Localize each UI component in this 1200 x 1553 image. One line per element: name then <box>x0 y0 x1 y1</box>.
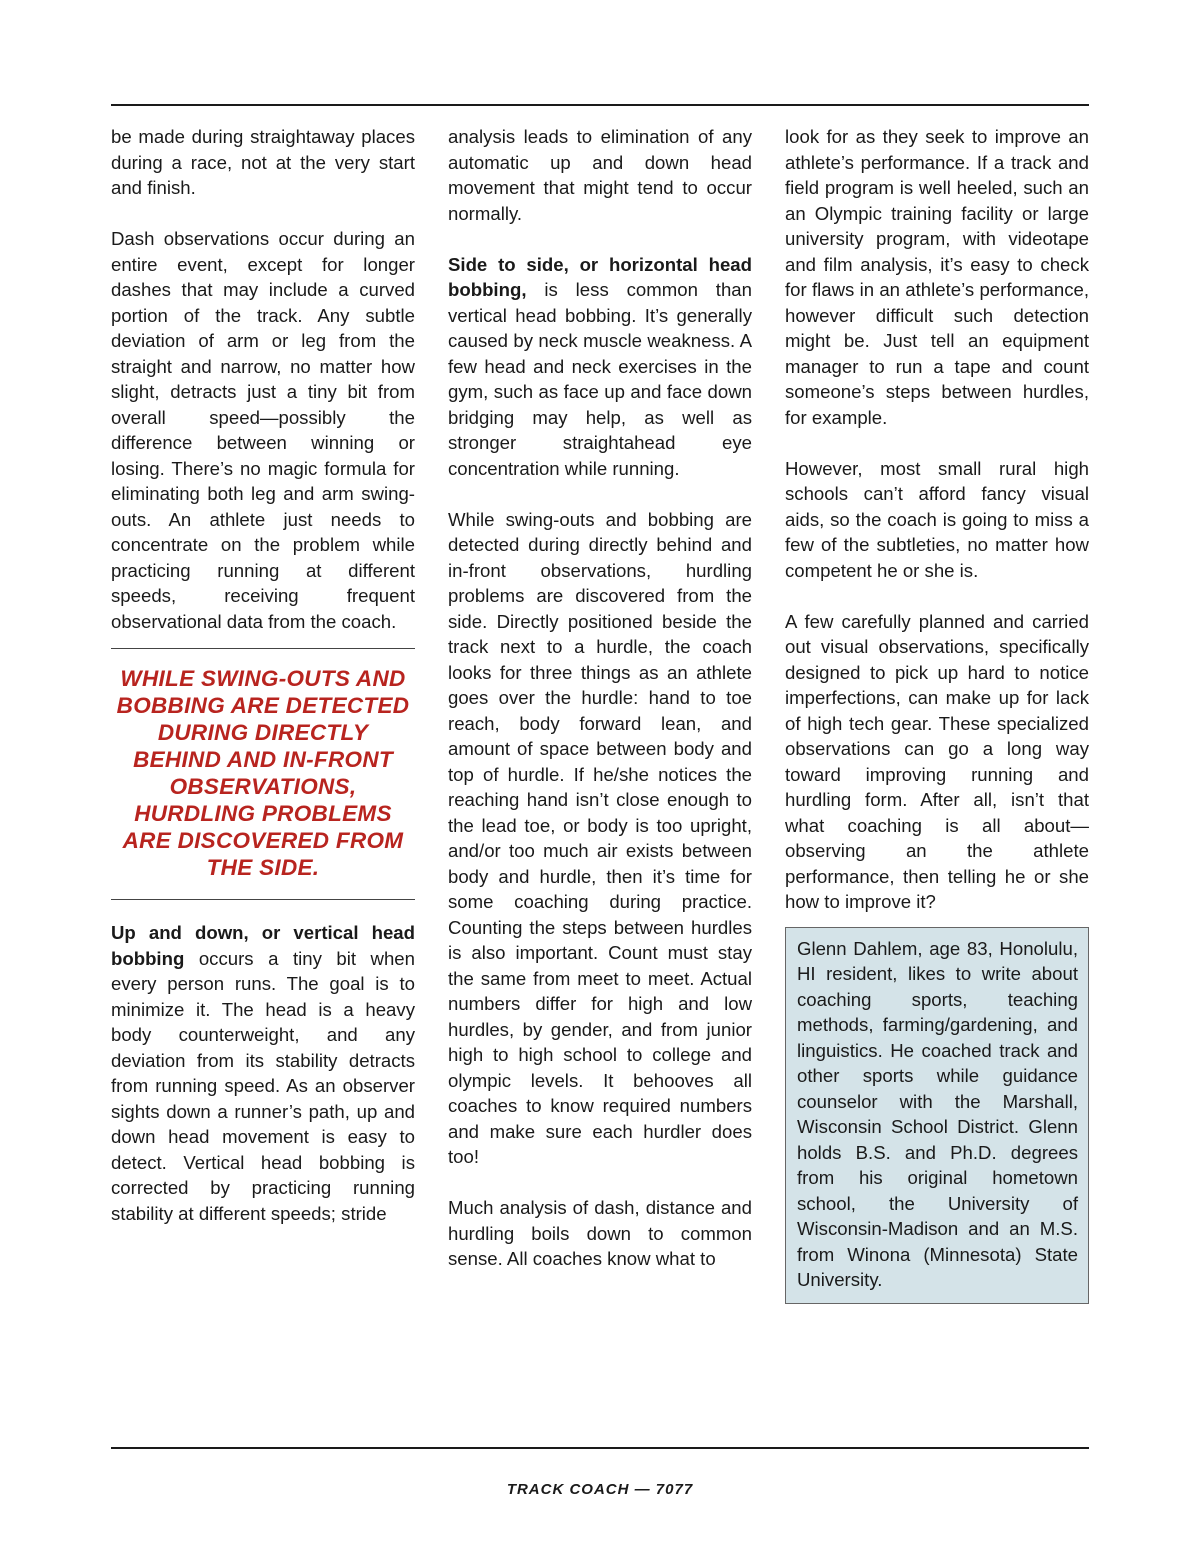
page-footer: TRACK COACH — 7077 <box>506 1481 694 1498</box>
paragraph-lead-in: Side to side, or horizontal head bobbing, <box>448 253 752 300</box>
paragraph <box>111 920 415 1226</box>
paragraph: Much analysis of dash, distance and hurdling boils down to common sense. All coaches know what to <box>448 1197 752 1269</box>
pull-quote-text: WHILE SWING-OUTS AND BOBBING ARE DETECTED DURING DIRECTLY BEHIND AND IN-FRONT OBSERVATIONS, HURDLING PROBLEMS ARE DISCOVERED FROM THE SIDE. <box>116 666 410 880</box>
paragraph: Dash observations occur during an entire event, except for longer dashes that may include a curved portion of the track. Any subtle deviation of arm or leg from the straight and narrow, no matter how slight, detracts just a tiny bit from overall speed—possibly the difference between winning or losing. There’s no magic formula for eliminating both leg and arm swing-outs. An athlete just needs to concentrate on the problem while practicing running at different speeds, receiving frequent observational data from the coach. <box>111 228 415 632</box>
paragraph-lead-in: Up and down, or vertical head bobbing <box>111 922 415 969</box>
paragraph: While swing-outs and bobbing are detected during directly behind and in-front observations, hurdling problems are discovered from the side. Directly positioned beside the track next to a hurdle, the coach looks for three things as an athlete goes over the hurdle: hand to toe reach, body forward lean, and amount of space between body and top of hurdle. If he/she notices the reaching hand isn’t close enough to the lead toe, or body is too upright, and/or too much air exists between body and hurdle, then it’s time for some coaching during practice. Counting the steps between hurdles is also important. Count must stay the same from meet to meet. Actual numbers differ for high and low hurdles, by gender, and from junior high to high school to college and olympic levels. It behooves all coaches to know required numbers and make sure each hurdler does too! <box>448 508 752 1167</box>
author-bio-box <box>785 927 1089 1304</box>
paragraph: However, most small rural high schools can’t afford fancy visual aids, so the coach is going to miss a few of the subtleties, no matter how competent he or she is. <box>785 457 1089 581</box>
column-2 <box>448 124 752 1297</box>
author-bio-text: Glenn Dahlem, age 83, Honolulu, HI resident, likes to write about coaching sports, teaching methods, farming/gardening, and linguistics. He coached track and other sports while guidance counselor with the Marshall, Wisconsin School District. Glenn holds B.S. and Ph.D. degrees from his original hometown school, the University of Wisconsin-Madison and an M.S. from Winona (Minnesota) State University. <box>797 937 1078 1290</box>
paragraph: look for as they seek to improve an athlete’s performance. If a track and field program is well heeled, such an an Olympic training facility or large university program, with videotape and film analysis, it’s easy to check for flaws in an athlete’s performance, however difficult such detection might be. Just tell an equipment manager to run a tape and count someone’s steps between hurdles, for example. <box>785 126 1089 428</box>
column-1 <box>111 124 415 1252</box>
paragraph-body: occurs a tiny bit when every person runs. The goal is to minimize it. The head is a heavy body counterweight, and any deviation from its stability detracts from running speed. As an observer sights down a runner’s path, up and down head movement is easy to detect. Vertical head bobbing is corrected by practicing running stability at different speeds; stride <box>111 947 415 1224</box>
column-3 <box>785 124 1089 1304</box>
top-rule <box>111 104 1089 106</box>
bottom-rule <box>111 1447 1089 1449</box>
paragraph <box>448 252 752 482</box>
paragraph: be made during straightaway places during a race, not at the very start and finish. <box>111 126 415 198</box>
paragraph: analysis leads to elimination of any automatic up and down head movement that might tend to occur normally. <box>448 126 752 224</box>
paragraph: A few carefully planned and carried out visual observations, specifically designed to pick up hard to notice imperfections, can make up for lack of high tech gear. These specialized observations can go a long way toward improving running and hurdling form. After all, isn’t that what coaching is all about—observing an the athlete performance, then telling he or she how to improve it? <box>785 610 1089 912</box>
paragraph-body: is less common than vertical head bobbing. It’s generally caused by neck muscle weakness. A few head and neck exercises in the gym, such as face up and face down bridging may help, as well as stronger straightahead eye concentration while running. <box>448 279 752 479</box>
pull-quote <box>111 648 415 900</box>
